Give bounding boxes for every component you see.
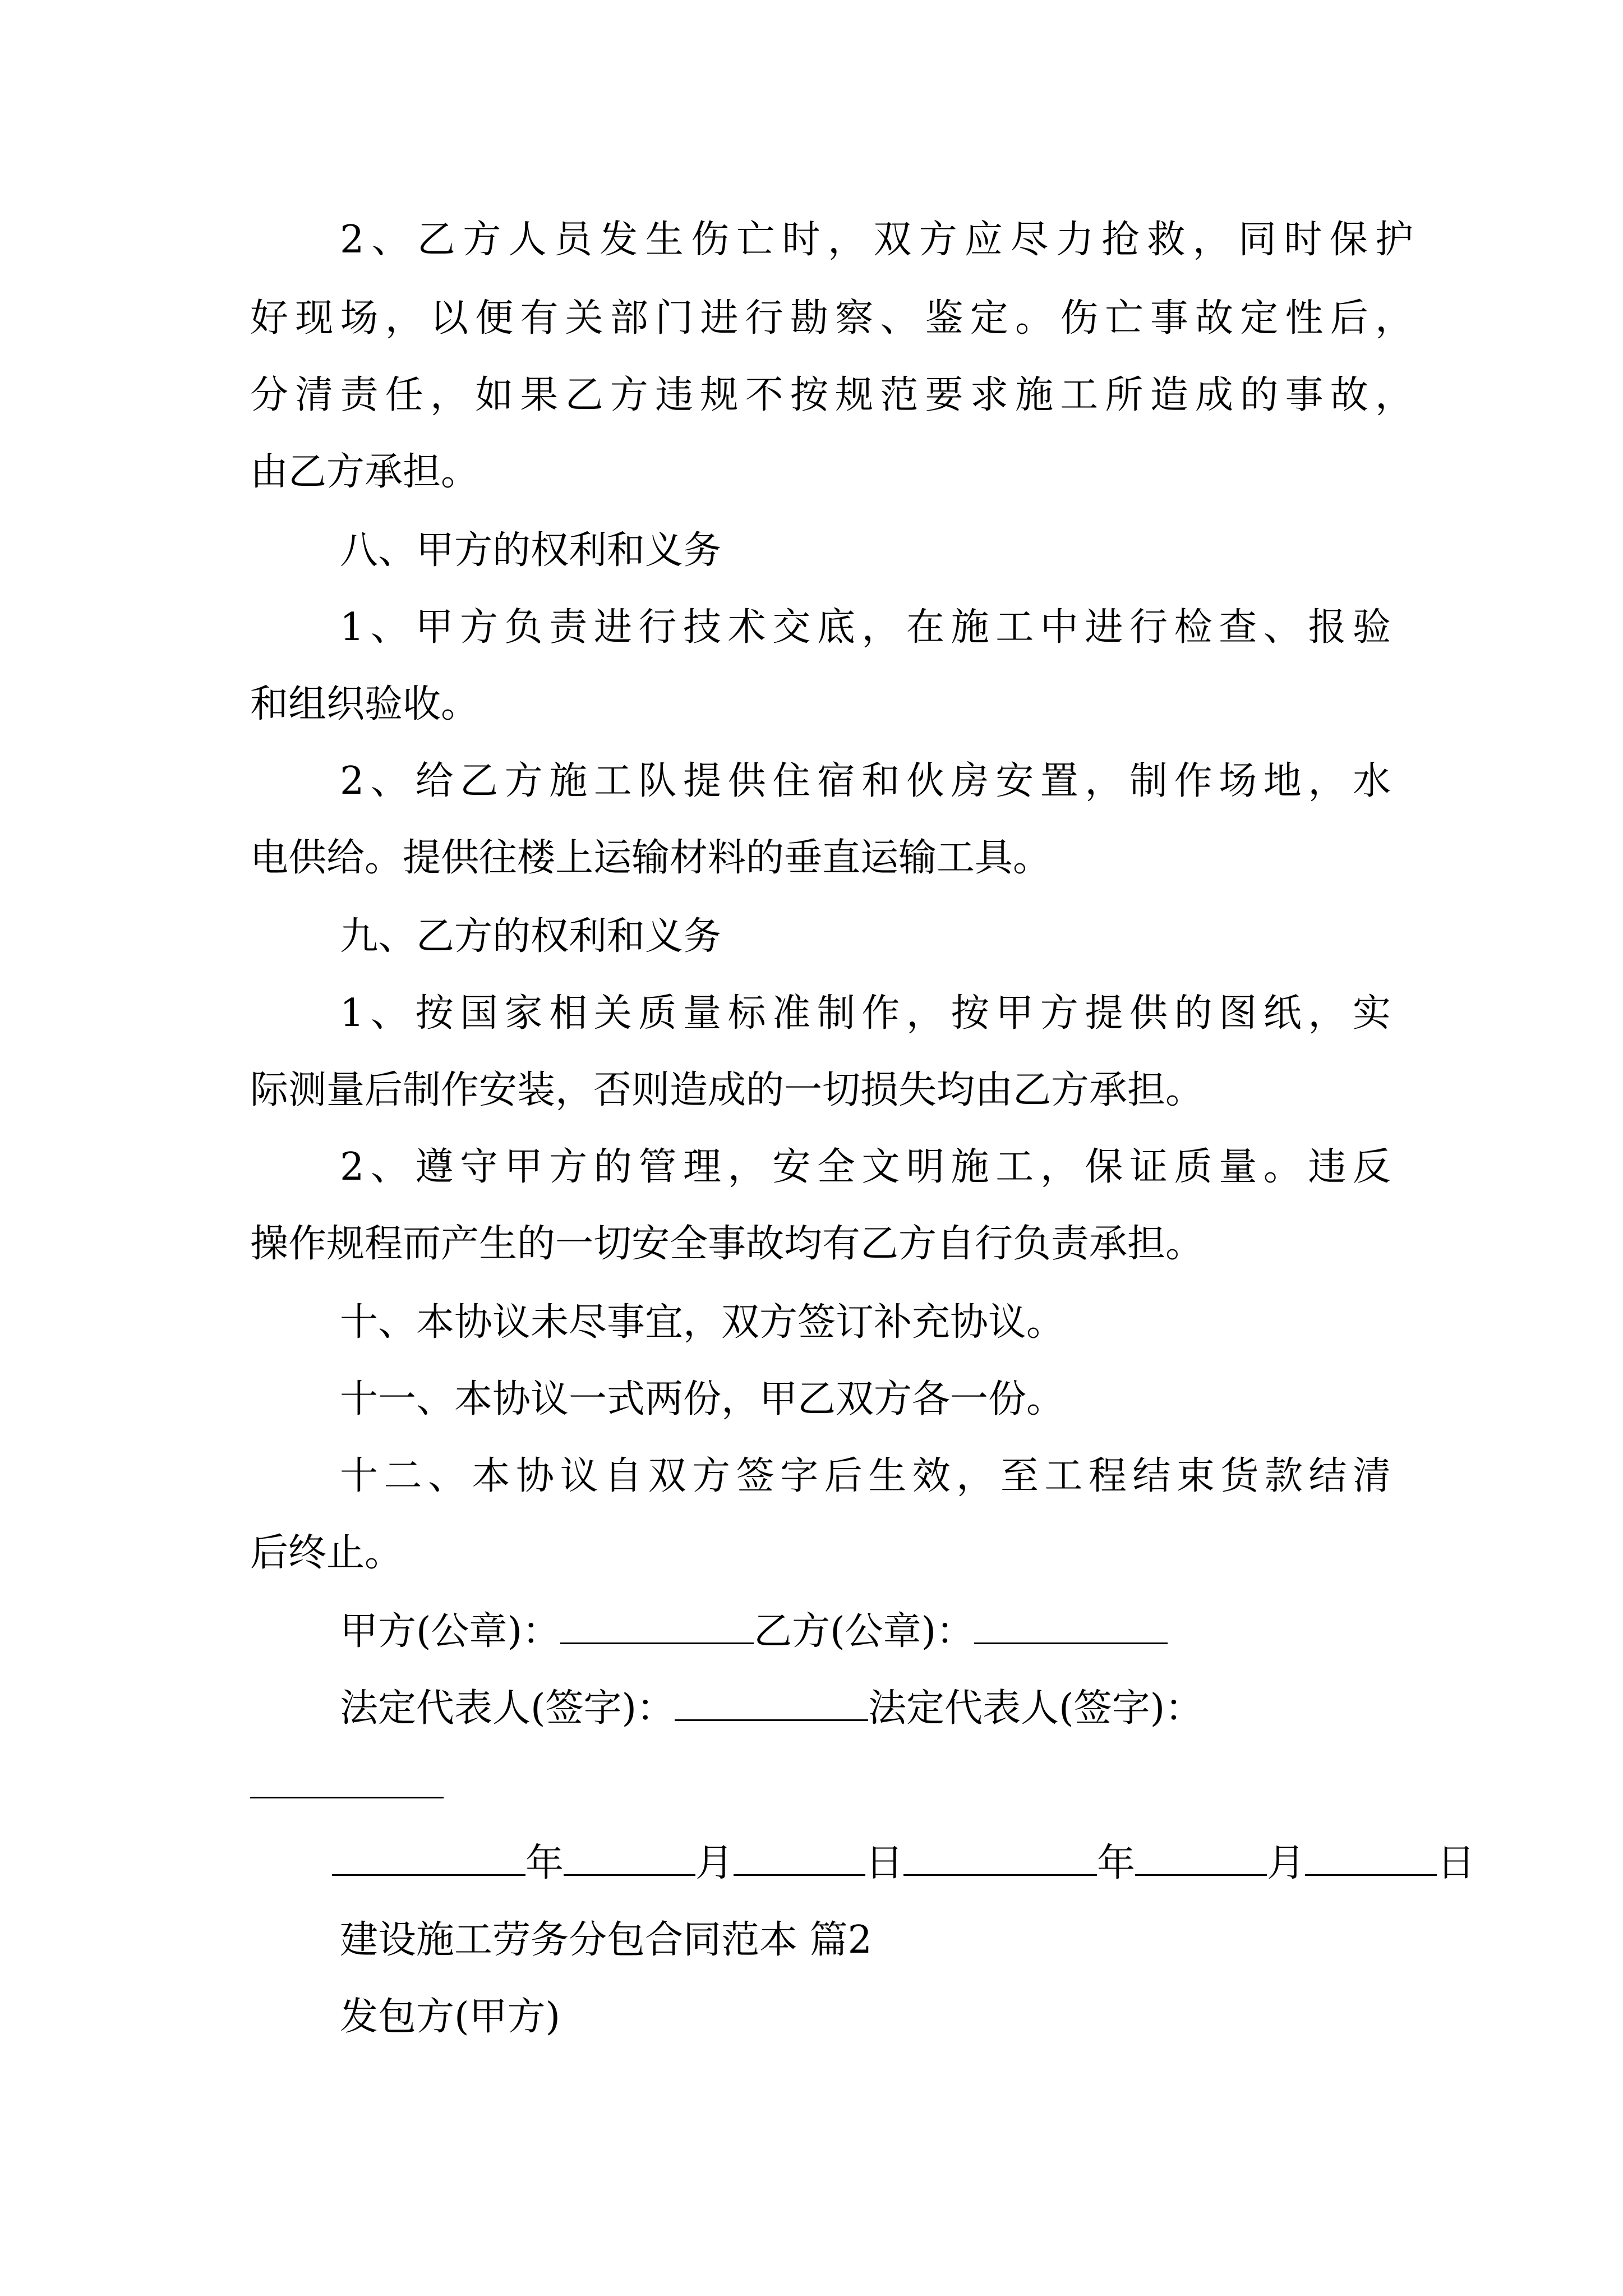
party-heading: 发包方(甲方) [340,1995,561,2039]
day-label: 日 [1437,1841,1476,1885]
paragraph-line: 分清责任，如果乙方违规不按规范要求施工所造成的事故， [250,373,1413,417]
date-line [332,1835,1475,1892]
paragraph-line: 2、乙方人员发生伤亡时，双方应尽力抢救，同时保护 [340,218,1413,262]
seal-line [340,1604,1168,1660]
paragraph-line: 2、给乙方施工队提供住宿和伙房安置，制作场地，水 [340,759,1391,803]
paragraph-line: 由乙方承担。 [250,450,479,494]
paragraph-line: 后终止。 [250,1531,403,1575]
month-label: 月 [695,1841,734,1885]
date-a-day-blank[interactable] [734,1841,865,1876]
clause-line: 十一、本协议一式两份，甲乙双方各一份。 [340,1377,1065,1421]
paragraph-line: 和组织验收。 [250,682,479,726]
clause-line: 十、本协议未尽事宜，双方签订补充协议。 [340,1300,1065,1345]
party-b-seal-label: 乙方(公章)： [754,1609,975,1654]
party-a-seal-label: 甲方(公章)： [340,1609,561,1654]
day-label: 日 [865,1841,904,1885]
year-label: 年 [1097,1841,1136,1885]
date-b-day-blank[interactable] [1305,1841,1437,1876]
section-heading: 八、甲方的权利和义务 [340,528,722,573]
rep-a-blank[interactable] [675,1686,868,1721]
paragraph-line: 好现场，以便有关部门进行勘察、鉴定。伤亡事故定性后， [250,296,1413,341]
month-label: 月 [1267,1841,1306,1885]
paragraph-line: 际测量后制作安装，否则造成的一切损失均由乙方承担。 [250,1068,1204,1112]
paragraph-line: 2、遵守甲方的管理，安全文明施工，保证质量。违反 [340,1145,1391,1189]
date-b-year-blank[interactable] [903,1841,1097,1876]
paragraph-line: 1、按国家相关质量标准制作，按甲方提供的图纸，实 [340,991,1391,1036]
representative-line [340,1681,1203,1737]
paragraph-line: 十二、本协议自双方签字后生效，至工程结束货款结清 [340,1454,1391,1498]
party-a-seal-blank[interactable] [560,1609,754,1644]
year-label: 年 [525,1841,564,1885]
rep-b-blank[interactable] [250,1797,444,1798]
section-title: 建设施工劳务分包合同范本 篇2 [340,1918,872,1962]
date-a-year-blank[interactable] [332,1841,525,1876]
paragraph-line: 操作规程而产生的一切安全事故均有乙方自行负责承担。 [250,1222,1204,1266]
paragraph-line: 1、甲方负责进行技术交底，在施工中进行检查、报验 [340,605,1391,650]
party-b-seal-blank[interactable] [974,1609,1168,1644]
paragraph-line: 电供给。提供往楼上运输材料的垂直运输工具。 [250,836,1052,880]
rep-a-label: 法定代表人(签字)： [340,1686,675,1731]
section-heading: 九、乙方的权利和义务 [340,914,722,959]
date-b-month-blank[interactable] [1135,1841,1267,1876]
rep-b-label: 法定代表人(签字)： [868,1686,1204,1731]
date-a-month-blank[interactable] [564,1841,695,1876]
